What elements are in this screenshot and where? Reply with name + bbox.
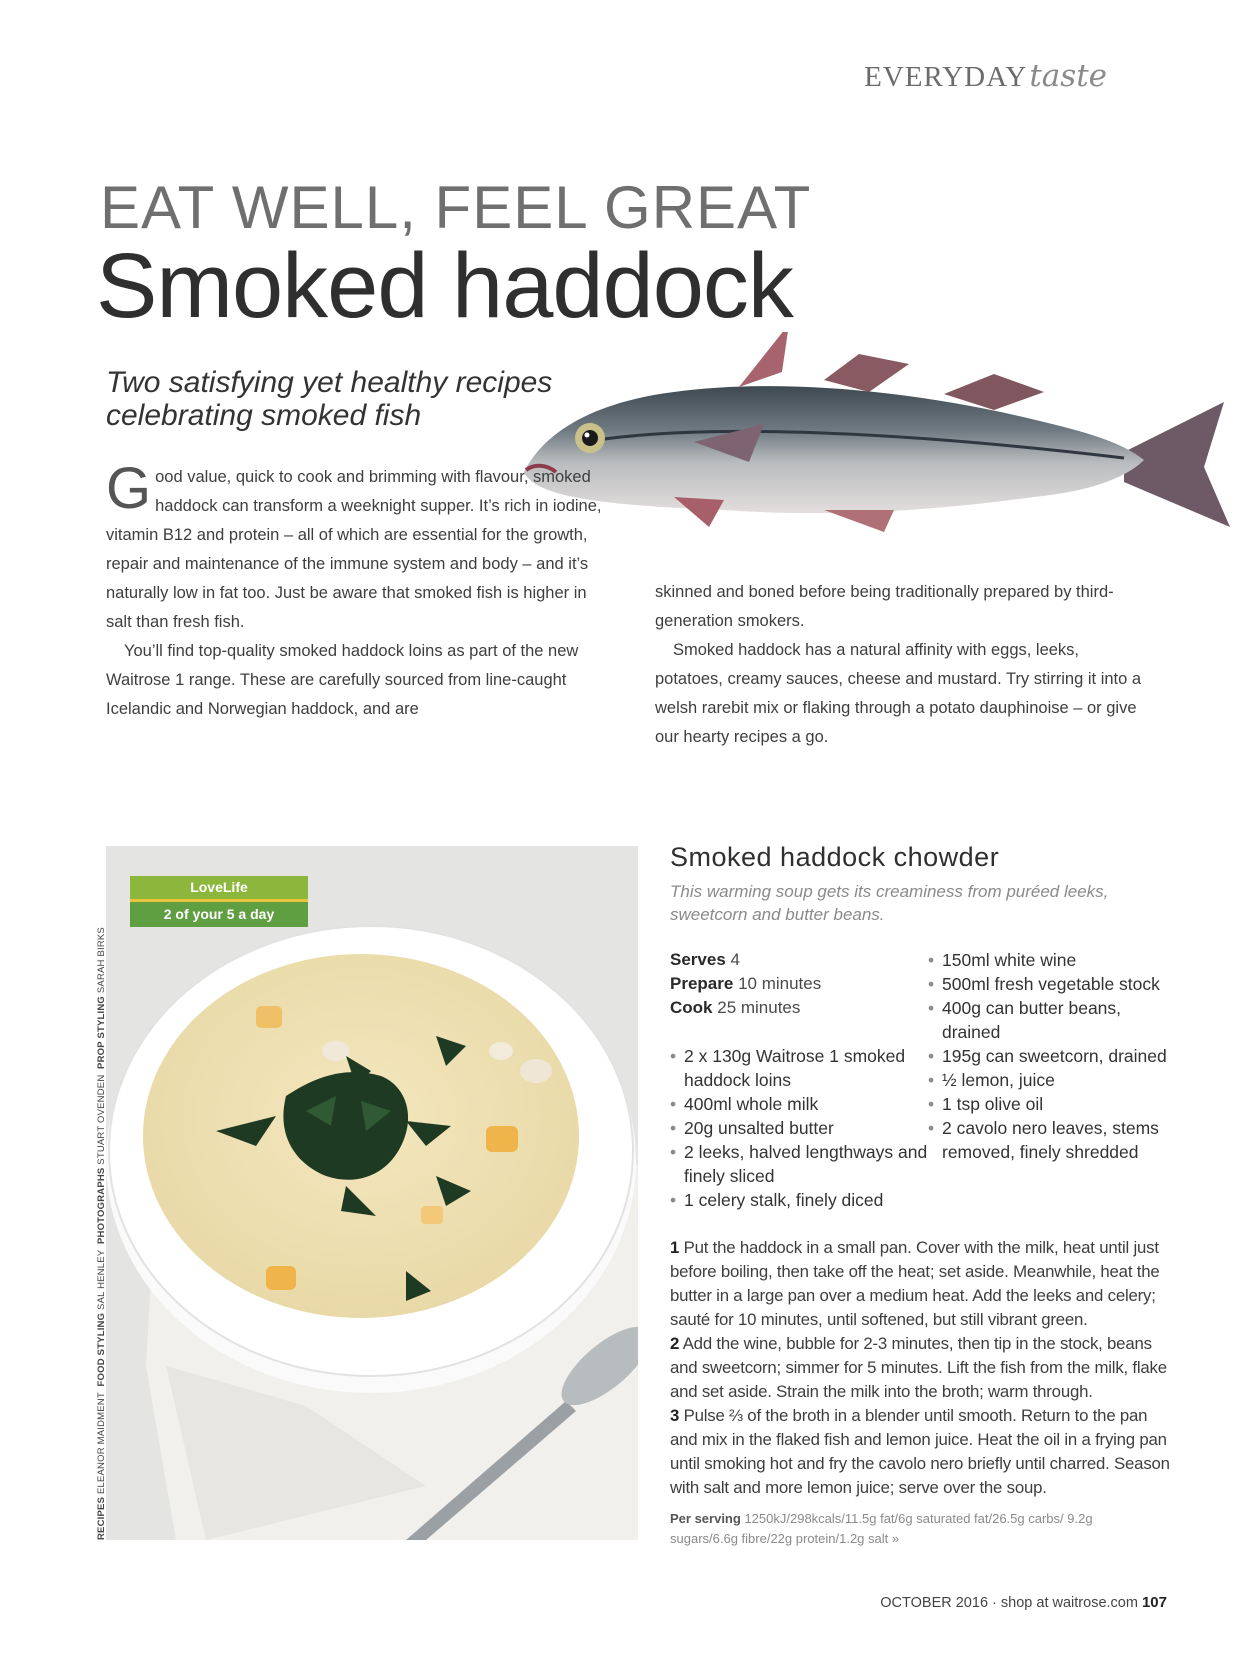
- credit-photo-label: PHOTOGRAPHS: [96, 1167, 107, 1244]
- credit-prop-name: SARAH BIRKS: [96, 927, 107, 994]
- prepare-row: [670, 972, 910, 996]
- page-footer: [880, 1594, 1167, 1611]
- ingredient-item: • 2 x 130g Waitrose 1 smoked haddock loins: [670, 1044, 930, 1092]
- nutrition-value: 1250kJ/298kcals/11.5g fat/6g saturated fat/26.5g carbs/ 9.2g sugars/6.6g fibre/22g protein/1.2g salt »: [670, 1511, 1093, 1546]
- step-text: Put the haddock in a small pan. Cover with the milk, heat until just before boiling, then take off the heat; set aside. Meanwhile, heat the butter in a large pan over a medium heat. Add the leeks and celery; sauté for 10 minutes, until softened, but still vibrant green.: [670, 1238, 1160, 1329]
- nutrition-label: Per serving: [670, 1511, 741, 1526]
- recipe-method: [670, 1236, 1170, 1500]
- intro-paragraph-3: skinned and boned before being traditionally prepared by third-generation smokers.: [655, 583, 1114, 630]
- ingredient-item: • ½ lemon, juice: [928, 1068, 1178, 1092]
- step-number: 2: [670, 1334, 680, 1353]
- step-number: 1: [670, 1238, 680, 1257]
- serves-row: [670, 948, 910, 972]
- recipe-title: Smoked haddock chowder: [670, 842, 1000, 872]
- article-title: Smoked haddock: [96, 235, 793, 337]
- page-number: 107: [1141, 1594, 1167, 1611]
- credit-photo-name: STUART OVENDEN: [96, 1074, 107, 1165]
- intro-column-right: [655, 578, 1145, 752]
- cook-row: [670, 996, 910, 1020]
- ingredient-item: • 2 cavolo nero leaves, stems removed, finely shredded: [928, 1116, 1178, 1164]
- chowder-photo: [106, 846, 638, 1540]
- lovelife-badge: LoveLife: [130, 876, 308, 899]
- credit-prop-label: PROP STYLING: [96, 995, 107, 1069]
- ingredient-item: • 400ml whole milk: [670, 1092, 930, 1116]
- photo-credits: [96, 840, 107, 1540]
- footer-date: OCTOBER 2016: [880, 1595, 989, 1611]
- credit-recipes-name: ELEANOR MAIDMENT: [96, 1392, 107, 1495]
- ingredients-list-left: [670, 1044, 930, 1212]
- method-step: [670, 1404, 1170, 1500]
- serves-label: Serves: [670, 950, 726, 969]
- ingredient-item: • 195g can sweetcorn, drained: [928, 1044, 1178, 1068]
- cook-value: 25 minutes: [717, 998, 801, 1017]
- ingredient-item: • 1 celery stalk, finely diced: [670, 1188, 930, 1212]
- intro-paragraph-1: ood value, quick to cook and brimming with flavour, smoked haddock can transform a weeknight supper. It’s rich in iodine, vitamin B12 and protein – all of which are essential for the growth, repair and maintenance of the immune system and body – and it’s naturally low in fat too. Just be aware that smoked fish is higher in salt than fresh fish.: [106, 468, 602, 631]
- serves-value: 4: [730, 950, 740, 969]
- step-number: 3: [670, 1406, 680, 1425]
- drop-cap: G: [106, 456, 152, 521]
- intro-paragraph-2: You’ll find top-quality smoked haddock loins as part of the new Waitrose 1 range. These are carefully sourced from line-caught Icelandic and Norwegian haddock, and are: [106, 642, 579, 718]
- five-a-day-badge: 2 of your 5 a day: [130, 902, 308, 927]
- footer-separator: ·: [992, 1595, 997, 1611]
- ingredients-list-right: [928, 948, 1178, 1164]
- ingredient-item: • 1 tsp olive oil: [928, 1092, 1178, 1116]
- intro-paragraph-4: Smoked haddock has a natural affinity with eggs, leeks, potatoes, creamy sauces, cheese and mustard. Try stirring it into a welsh rarebit mix or flaking through a potato dauphinoise – or give our hearty recipes a go.: [655, 641, 1142, 746]
- intro-column-left: [106, 456, 606, 724]
- ingredient-item: • 400g can butter beans, drained: [928, 996, 1178, 1044]
- method-step: [670, 1236, 1170, 1332]
- step-text: Add the wine, bubble for 2-3 minutes, then tip in the stock, beans and sweetcorn; simmer for 5 minutes. Lift the fish from the milk, flake and set aside. Strain the milk into the broth; warm through.: [670, 1334, 1167, 1401]
- cook-label: Cook: [670, 998, 713, 1017]
- prepare-label: Prepare: [670, 974, 734, 993]
- credit-food-label: FOOD STYLING: [96, 1312, 107, 1387]
- ingredient-item: • 500ml fresh vegetable stock: [928, 972, 1178, 996]
- nutrition-info: [670, 1509, 1150, 1549]
- footer-site: shop at waitrose.com: [1000, 1595, 1138, 1611]
- ingredient-item: • 20g unsalted butter: [670, 1116, 930, 1140]
- credit-recipes-label: RECIPES: [96, 1496, 107, 1540]
- prepare-value: 10 minutes: [738, 974, 822, 993]
- article-kicker: EAT WELL, FEEL GREAT: [100, 174, 812, 241]
- step-text: Pulse ⅔ of the broth in a blender until smooth. Return to the pan and mix in the flaked fish and lemon juice. Heat the oil in a frying pan until smoking hot and fry the cavolo nero briefly until charred. Season with salt and more lemon juice; serve over the soup.: [670, 1406, 1170, 1497]
- brand-script: taste: [1029, 58, 1107, 94]
- recipe-meta: [670, 948, 910, 1020]
- method-step: [670, 1332, 1170, 1404]
- brand-main: EVERYDAY: [864, 61, 1028, 93]
- recipe-intro: This warming soup gets its creaminess from puréed leeks, sweetcorn and butter beans.: [670, 882, 1109, 924]
- ingredient-item: • 2 leeks, halved lengthways and finely sliced: [670, 1140, 930, 1188]
- ingredient-item: • 150ml white wine: [928, 948, 1178, 972]
- article-standfirst: Two satisfying yet healthy recipes celebrating smoked fish: [106, 366, 553, 432]
- haddock-fish-image: [524, 332, 1230, 564]
- credit-food-name: SAL HENLEY: [96, 1249, 107, 1310]
- magazine-section-logo: [864, 58, 1107, 94]
